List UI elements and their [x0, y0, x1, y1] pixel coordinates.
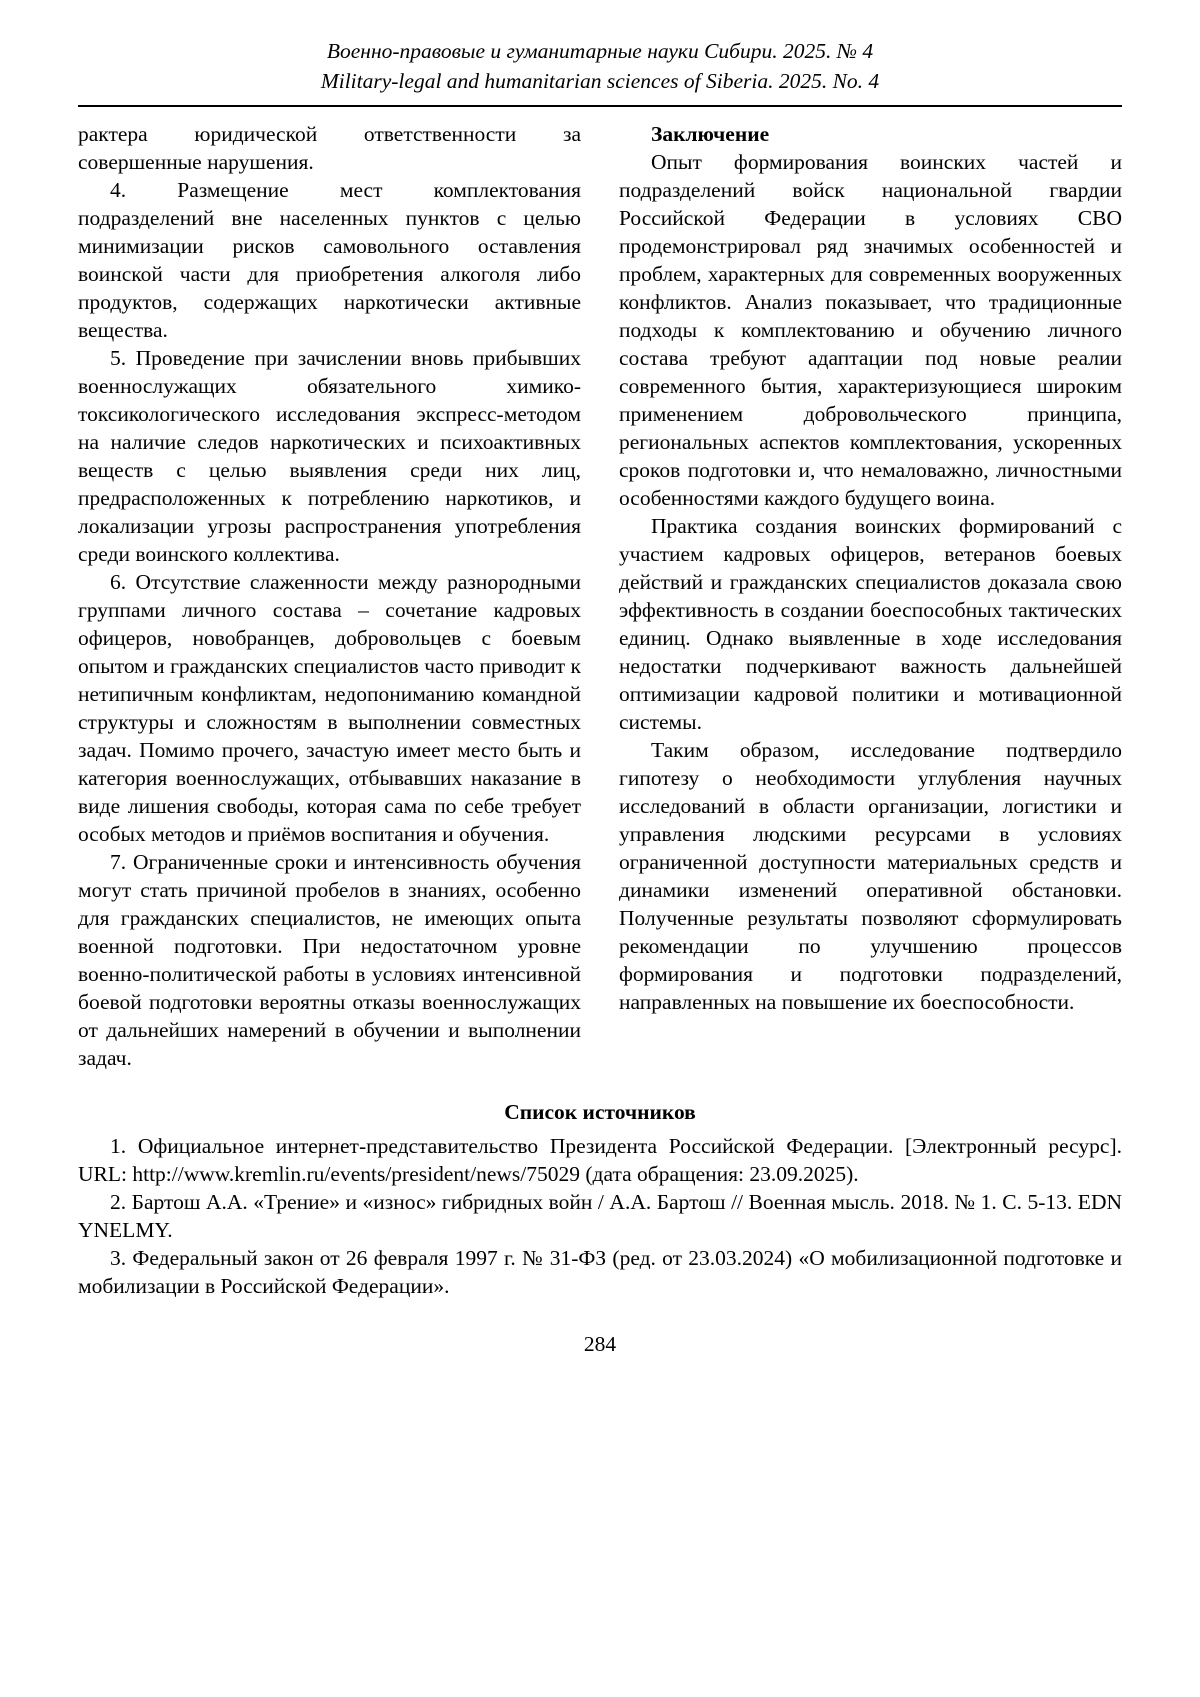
paragraph-item-5: 5. Проведение при зачислении вновь прибывших военнослужащих обязательного химико-токсикологического исследования экспресс-методом на наличие следов наркотических и психоактивных веществ с целью выявления среди них лиц, предрасположенных к потреблению наркотиков, и локализации угрозы распространения употребления среди воинского коллектива. [78, 346, 581, 566]
journal-title-ru: Военно-правовые и гуманитарные науки Сибири. 2025. № 4 [326, 39, 874, 63]
references-section [78, 1098, 1122, 1300]
paragraph-item-4: 4. Размещение мест комплектования подразделений вне населенных пунктов с целью минимизации рисков самовольного оставления воинской части для приобретения алкоголя либо продуктов, содержащих наркотически активные вещества. [78, 178, 581, 342]
conclusion-heading: Заключение [651, 122, 770, 146]
page-number: 284 [583, 1332, 617, 1356]
paragraph-item-7: 7. Ограниченные сроки и интенсивность обучения могут стать причиной пробелов в знаниях, особенно для гражданских специалистов, не имеющих опыта военной подготовки. При недостаточном уровне военно-политической работы в условиях интенсивной боевой подготовки вероятны отказы военнослужащих от дальнейших намерений в обучении и выполнении задач. [78, 850, 581, 1070]
conclusion-paragraph-1: Опыт формирования воинских частей и подразделений войск национальной гвардии Российской Федерации в условиях СВО продемонстрировал ряд значимых особенностей и проблем, характерных для современных вооруженных конфликтов. Анализ показывает, что традиционные подходы к комплектованию и обучению личного состава требуют адаптации под новые реалии современного бытия, характеризующиеся широким применением добровольческого принципа, региональных аспектов комплектования, ускоренных сроков подготовки и, что немаловажно, личностными особенностями каждого будущего воина. [619, 150, 1122, 510]
left-column [78, 120, 581, 1072]
journal-title-en: Military-legal and humanitarian sciences of Siberia. 2025. No. 4 [320, 69, 880, 93]
reference-item-1: 1. Официальное интернет-представительство Президента Российской Федерации. [Электронный ресурс]. URL: http://www.kremlin.ru/events/president/news/75029 (дата обращения: 23.09.2025). [78, 1134, 1122, 1186]
paragraph-continuation: рактера юридической ответственности за совершенные нарушения. [78, 122, 581, 174]
right-column [619, 120, 1122, 1072]
reference-item-3: 3. Федеральный закон от 26 февраля 1997 г. № 31-ФЗ (ред. от 23.03.2024) «О мобилизационной подготовке и мобилизации в Российской Федерации». [78, 1246, 1122, 1298]
journal-header [78, 36, 1122, 107]
references-heading: Список источников [504, 1100, 696, 1124]
two-column-body [78, 120, 1122, 1072]
conclusion-paragraph-3: Таким образом, исследование подтвердило гипотезу о необходимости углубления научных исследований в области организации, логистики и управления людскими ресурсами в условиях ограниченной доступности материальных средств и динамики изменений оперативной обстановки. Полученные результаты позволяют сформулировать рекомендации по улучшению процессов формирования и подготовки подразделений, направленных на повышение их боеспособности. [619, 738, 1122, 1014]
conclusion-paragraph-2: Практика создания воинских формирований с участием кадровых офицеров, ветеранов боевых действий и гражданских специалистов доказала свою эффективность в создании боеспособных тактических единиц. Однако выявленные в ходе исследования недостатки подчеркивают важность дальнейшей оптимизации кадровой политики и мотивационной системы. [619, 514, 1122, 734]
paragraph-item-6: 6. Отсутствие слаженности между разнородными группами личного состава – сочетание кадровых офицеров, новобранцев, добровольцев с боевым опытом и гражданских специалистов часто приводит к нетипичным конфликтам, недопониманию командной структуры и сложностям в выполнении совместных задач. Помимо прочего, зачастую имеет место быть и категория военнослужащих, отбывавших наказание в виде лишения свободы, которая сама по себе требует особых методов и приёмов воспитания и обучения. [78, 570, 581, 846]
reference-item-2: 2. Бартош А.А. «Трение» и «износ» гибридных войн / А.А. Бартош // Военная мысль. 2018. № 1. С. 5-13. EDN YNELMY. [78, 1190, 1122, 1242]
